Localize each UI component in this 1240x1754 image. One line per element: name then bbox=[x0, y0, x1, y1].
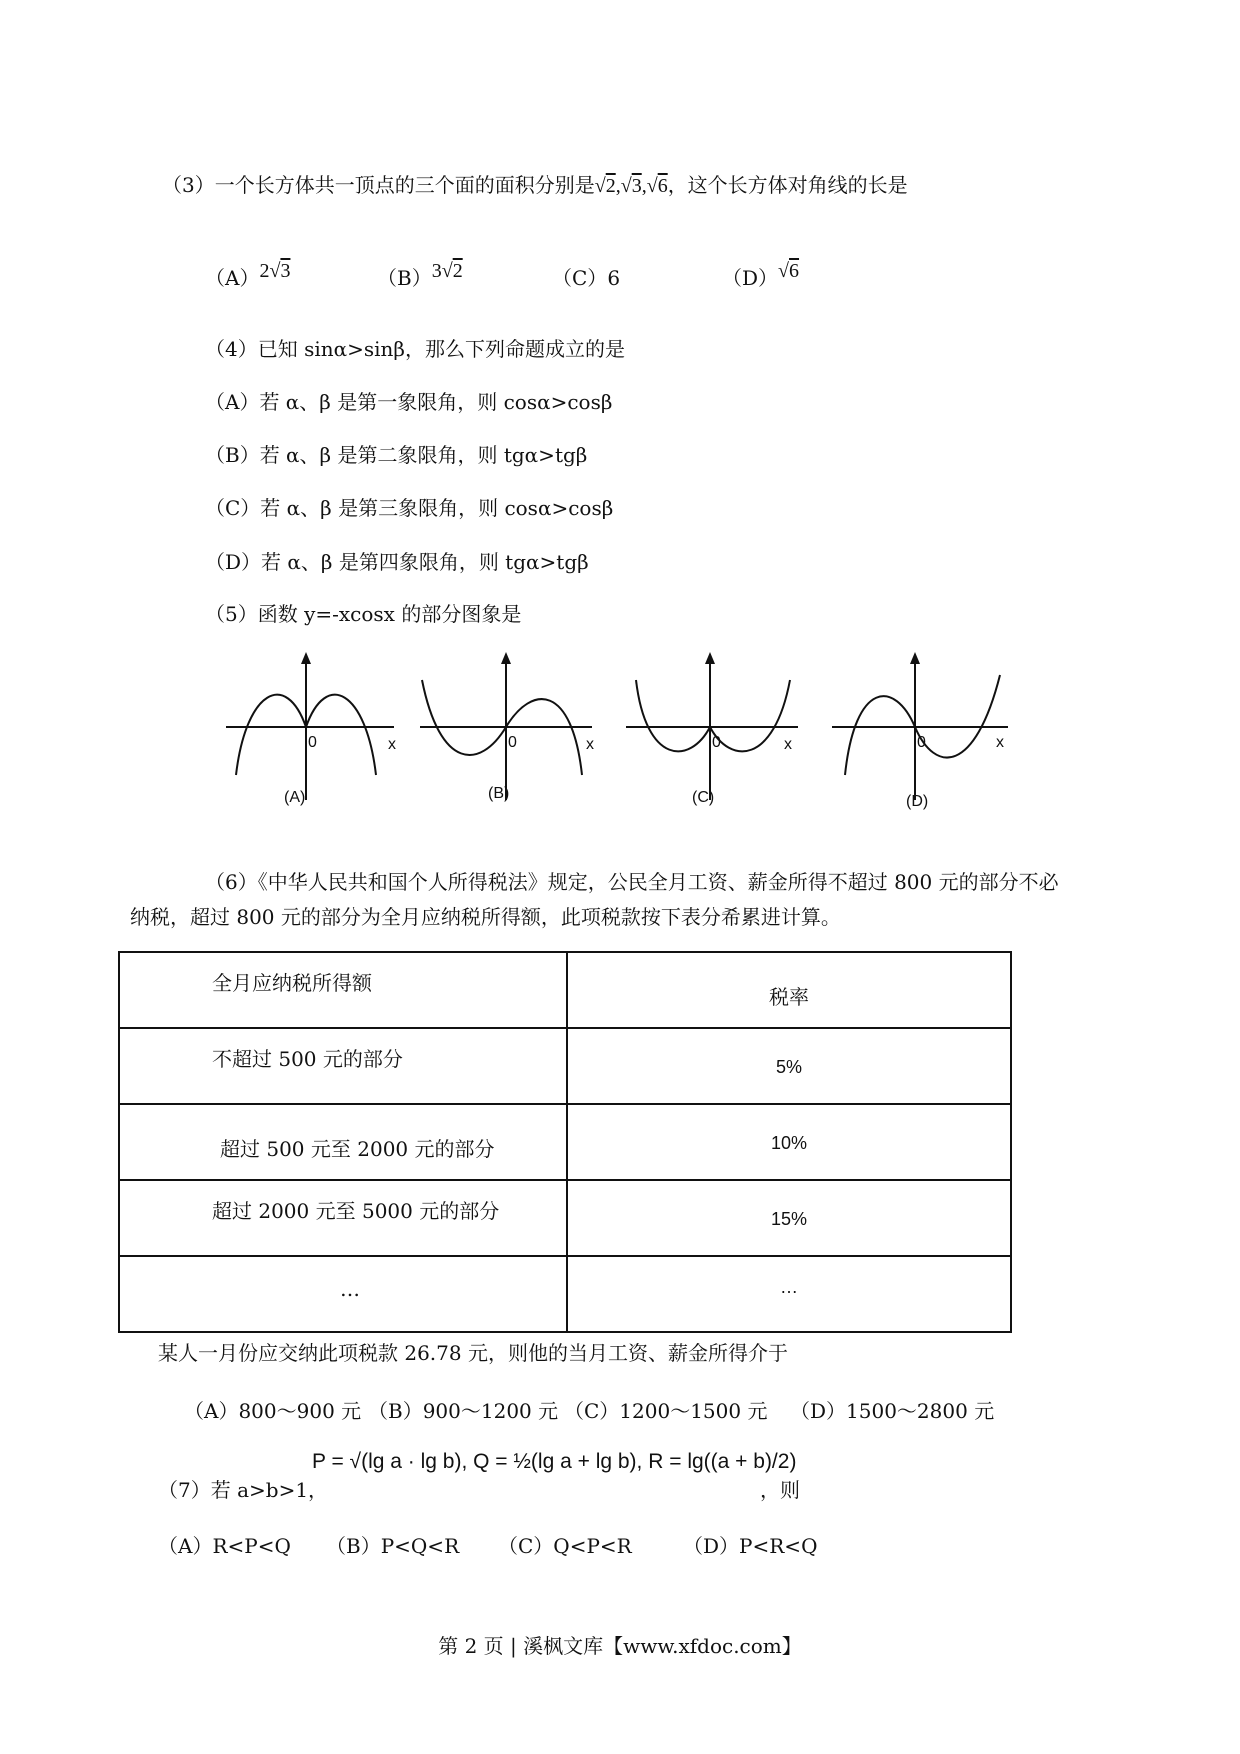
q7-formula: P = √(lg a · lg b), Q = ½(lg a + lg b), R = lg((a + b)/2) bbox=[312, 1450, 797, 1473]
graph-a-label: (A) bbox=[284, 789, 306, 806]
q6-option-a: （A）800～900 元 bbox=[184, 1399, 362, 1423]
graph-c-label: (C) bbox=[692, 789, 715, 806]
graph-d-origin: 0 bbox=[917, 734, 926, 751]
graph-d bbox=[832, 652, 1008, 800]
table-header-income: 全月应纳税所得额 bbox=[119, 952, 567, 1028]
graph-c-origin: 0 bbox=[712, 734, 721, 751]
q6-stem-line2: 纳税，超过 800 元的部分为全月应纳税所得额，此项税款按下表分希累进计算。 bbox=[130, 905, 841, 929]
q7-stem bbox=[158, 1478, 328, 1502]
page-footer: 第 2 页 | 溪枫文库【www.xfdoc.com】 bbox=[438, 1634, 802, 1658]
tax-table bbox=[118, 951, 1012, 1333]
graph-c-axis: x bbox=[784, 736, 792, 753]
q3-option-c: （C）6 bbox=[552, 266, 621, 290]
q7-option-d: （D）P<R<Q bbox=[683, 1534, 818, 1558]
graph-a-axis: x bbox=[388, 736, 396, 753]
q4-option-b: （B）若 α、β 是第二象限角，则 tgα>tgβ bbox=[205, 443, 588, 467]
q7-option-a: （A）R<P<Q bbox=[158, 1534, 291, 1558]
q4-stem: （4）已知 sinα>sinβ，那么下列命题成立的是 bbox=[205, 337, 625, 361]
graph-a-origin: 0 bbox=[308, 734, 317, 751]
q6-option-d: （D）1500～2800 元 bbox=[790, 1399, 995, 1423]
q6-stem-line1: （6）《中华人民共和国个人所得税法》规定，公民全月工资、薪金所得不超过 800 元的部分不必 bbox=[205, 870, 1059, 894]
graph-c bbox=[626, 652, 798, 800]
formula-q: Q = ½(lg a + lg b) bbox=[473, 1450, 637, 1473]
formula-p: P = √(lg a · lg b) bbox=[312, 1450, 462, 1473]
graph-b-axis: x bbox=[586, 736, 594, 753]
graph-d-label: (D) bbox=[906, 793, 929, 810]
q6-option-b: （B）900～1200 元 bbox=[368, 1399, 559, 1423]
graph-d-axis: x bbox=[996, 734, 1004, 751]
graph-a bbox=[226, 652, 394, 800]
q5-graphs bbox=[0, 650, 1240, 820]
q3-option-a: （A）2√3 bbox=[205, 260, 291, 290]
q7-stem-end: ，则 bbox=[760, 1478, 800, 1502]
q3-stem bbox=[162, 173, 908, 198]
q3-stem-end: ，这个长方体对角线的长是 bbox=[667, 173, 908, 197]
q7-stem-start: （7）若 a>b>1， bbox=[158, 1478, 329, 1502]
table-row: 超过 500 元至 2000 元的部分 10% bbox=[119, 1104, 1011, 1180]
q6-option-c: （C）1200～1500 元 bbox=[564, 1399, 768, 1423]
q3-option-b: （B）3√2 bbox=[377, 260, 463, 290]
q4-option-c: （C）若 α、β 是第三象限角，则 cosα>cosβ bbox=[205, 496, 614, 520]
table-header-rate: 税率 bbox=[567, 952, 1011, 1028]
q3-radicals: √2,√3,√6 bbox=[594, 175, 668, 197]
graph-b-origin: 0 bbox=[508, 734, 517, 751]
q6-question: 某人一月份应交纳此项税款 26.78 元，则他的当月工资、薪金所得介于 bbox=[158, 1341, 788, 1365]
table-row: 超过 2000 元至 5000 元的部分 15% bbox=[119, 1180, 1011, 1256]
q3-option-d: （D）√6 bbox=[722, 260, 800, 290]
q5-stem: （5）函数 y=-xcosx 的部分图象是 bbox=[205, 602, 522, 626]
table-row bbox=[119, 952, 1011, 1028]
formula-r: R = lg((a + b)/2) bbox=[648, 1450, 797, 1473]
q3-stem-text: （3）一个长方体共一顶点的三个面的面积分别是 bbox=[162, 173, 595, 197]
q4-option-a: （A）若 α、β 是第一象限角，则 cosα>cosβ bbox=[205, 390, 613, 414]
q7-option-c: （C）Q<P<R bbox=[498, 1534, 632, 1558]
graph-b-label: (B) bbox=[488, 785, 510, 802]
q7-option-b: （B）P<Q<R bbox=[326, 1534, 460, 1558]
q4-option-d: （D）若 α、β 是第四象限角，则 tgα>tgβ bbox=[205, 550, 589, 574]
table-row: … … bbox=[119, 1256, 1011, 1332]
table-row: 不超过 500 元的部分 5% bbox=[119, 1028, 1011, 1104]
graph-b bbox=[420, 652, 592, 800]
